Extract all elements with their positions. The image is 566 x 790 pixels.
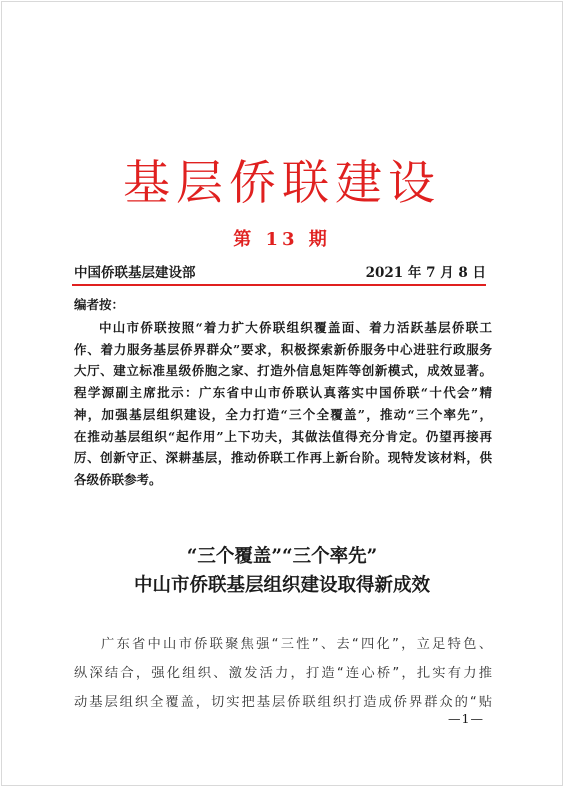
body-line: 动基层组织全覆盖，切实把基层侨联组织打造成侨界群众的“贴 [74, 695, 492, 711]
page-number: —1— [448, 711, 484, 726]
editor-note-label: 编者按： [74, 297, 125, 312]
body-line: 纵深结合，强化组织、激发活力，打造“连心桥”，扎实有力推 [74, 666, 492, 682]
editor-note-line: 大厅、建立标准星级侨胞之家、打造外信息矩阵等创新模式，成效显著。 [74, 363, 492, 379]
editor-note-line: 中山市侨联按照“着力扩大侨联组织覆盖面、着力活跃基层侨联工 [99, 320, 492, 335]
editor-note-line: 神，加强基层组织建设，全力打造“三个全覆盖”，推动“三个率先”， [74, 406, 492, 422]
article-title-line: 中山市侨联基层组织建设取得新成效 [133, 575, 430, 596]
header-rule [72, 284, 486, 286]
publish-date: 2021 年 7 月 8 日 [365, 265, 486, 281]
publication-meta [74, 264, 486, 282]
editor-note-line: 各级侨联参考。 [74, 471, 162, 487]
editor-note [74, 317, 492, 491]
masthead-title: 基层侨联建设 [123, 156, 441, 211]
editor-note-line: 程学源副主席批示：广东省中山市侨联认真落实中国侨联“十代会”精 [74, 385, 492, 401]
editor-note-line: 厉、创新守正、深耕基层，推动侨联工作再上新台阶。现特发该材料，供 [74, 450, 492, 466]
body-line: 广东省中山市侨联聚焦强“三性”、去“四化”，立足特色、 [101, 637, 492, 652]
article-title-line: “三个覆盖”“三个率先” [186, 546, 378, 567]
document-page [1, 1, 563, 786]
article-title [2, 542, 562, 600]
editor-note-line: 作、着力服务基层侨界群众”要求，积极探索新侨服务中心进驻行政服务 [74, 341, 492, 357]
article-body [74, 630, 492, 718]
editor-note-line: 在推动基层组织“起作用”上下功夫，其做法值得充分肯定。仍望再接再 [74, 428, 492, 444]
issue-number: 第 13 期 [233, 229, 331, 250]
publisher: 中国侨联基层建设部 [74, 265, 196, 281]
